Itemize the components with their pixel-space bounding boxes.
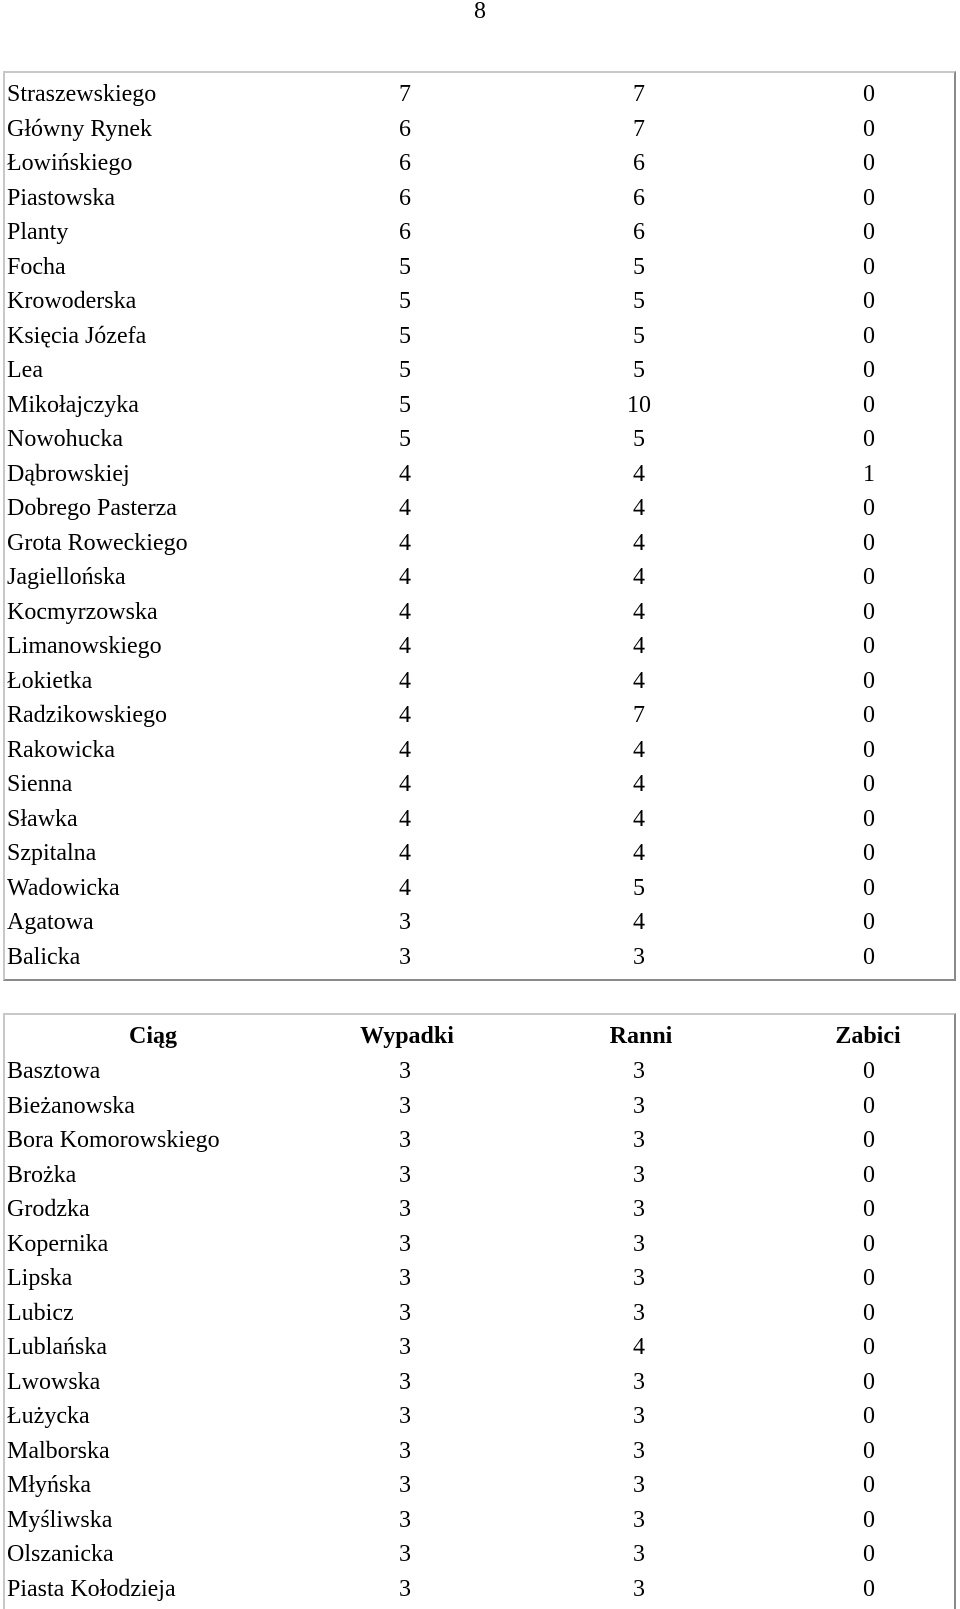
- accidents-cell: 3: [399, 1127, 411, 1153]
- killed-cell: 0: [863, 392, 875, 418]
- injured-cell: 4: [633, 840, 645, 866]
- accidents-cell: 3: [399, 909, 411, 935]
- table-row: [5, 1503, 954, 1537]
- accident-table-part-1: [3, 71, 956, 981]
- killed-cell: 0: [863, 1369, 875, 1395]
- killed-cell: 0: [863, 1300, 875, 1326]
- accidents-cell: 3: [399, 1472, 411, 1498]
- injured-cell: 4: [633, 1334, 645, 1360]
- accidents-cell: 3: [399, 1093, 411, 1119]
- accidents-cell: 5: [399, 392, 411, 418]
- table-row: [5, 871, 954, 905]
- table-row: [5, 215, 954, 250]
- injured-cell: 4: [633, 806, 645, 832]
- killed-cell: 0: [863, 909, 875, 935]
- street-name-cell: Mikołajczyka: [7, 392, 139, 418]
- street-name-cell: Rakowicka: [7, 737, 115, 763]
- table-row: [5, 491, 954, 526]
- page-number: 8: [474, 0, 486, 24]
- accidents-cell: 6: [399, 150, 411, 176]
- table-row: [5, 836, 954, 871]
- street-name-cell: Piastowska: [7, 185, 115, 211]
- killed-cell: 0: [863, 254, 875, 280]
- injured-cell: 3: [633, 1369, 645, 1395]
- table-row: [5, 1089, 954, 1123]
- table-row: [5, 112, 954, 146]
- accidents-cell: 4: [399, 771, 411, 797]
- accidents-cell: 4: [399, 840, 411, 866]
- killed-cell: 0: [863, 806, 875, 832]
- killed-cell: 0: [863, 875, 875, 901]
- injured-cell: 3: [633, 1507, 645, 1533]
- killed-cell: 0: [863, 1472, 875, 1498]
- table-row: [5, 940, 954, 974]
- street-name-cell: Myśliwska: [7, 1507, 113, 1533]
- killed-cell: 1: [863, 461, 875, 487]
- accidents-cell: 5: [399, 288, 411, 314]
- injured-cell: 4: [633, 633, 645, 659]
- injured-cell: 5: [633, 357, 645, 383]
- street-name-cell: Kopernika: [7, 1231, 109, 1257]
- table-row: [5, 1468, 954, 1503]
- injured-cell: 4: [633, 495, 645, 521]
- accidents-cell: 3: [399, 1403, 411, 1429]
- accidents-cell: 3: [399, 1196, 411, 1222]
- table-row: [5, 698, 954, 733]
- accidents-cell: 3: [399, 944, 411, 970]
- accidents-cell: 5: [399, 426, 411, 452]
- accidents-cell: 4: [399, 737, 411, 763]
- injured-cell: 5: [633, 323, 645, 349]
- table-row: [5, 595, 954, 629]
- killed-cell: 0: [863, 1576, 875, 1602]
- accidents-cell: 3: [399, 1507, 411, 1533]
- accidents-cell: 3: [399, 1231, 411, 1257]
- accidents-cell: 5: [399, 323, 411, 349]
- killed-cell: 0: [863, 1403, 875, 1429]
- injured-cell: 10: [627, 392, 651, 418]
- street-name-cell: Łokietka: [7, 668, 93, 694]
- killed-cell: 0: [863, 1127, 875, 1153]
- killed-cell: 0: [863, 1058, 875, 1084]
- table-row: [5, 1158, 954, 1192]
- table-row: [5, 1365, 954, 1399]
- table-row: [5, 422, 954, 457]
- street-name-cell: Łużycka: [7, 1403, 90, 1429]
- table-row: [5, 767, 954, 802]
- killed-cell: 0: [863, 288, 875, 314]
- accidents-cell: 3: [399, 1576, 411, 1602]
- table-row: [5, 284, 954, 319]
- accidents-cell: 3: [399, 1058, 411, 1084]
- accidents-cell: 6: [399, 219, 411, 245]
- killed-cell: 0: [863, 633, 875, 659]
- accidents-cell: 5: [399, 357, 411, 383]
- injured-cell: 3: [633, 1472, 645, 1498]
- street-name-cell: Nowohucka: [7, 426, 123, 452]
- injured-cell: 4: [633, 737, 645, 763]
- street-name-cell: Lubicz: [7, 1300, 74, 1326]
- accidents-cell: 4: [399, 668, 411, 694]
- street-name-cell: Łowińskiego: [7, 150, 133, 176]
- street-name-cell: Lublańska: [7, 1334, 107, 1360]
- accidents-cell: 4: [399, 599, 411, 625]
- street-name-cell: Krowoderska: [7, 288, 137, 314]
- injured-cell: 3: [633, 1576, 645, 1602]
- accidents-cell: 3: [399, 1300, 411, 1326]
- accidents-cell: 3: [399, 1162, 411, 1188]
- table-row: [5, 733, 954, 767]
- injured-cell: 7: [633, 702, 645, 728]
- accidents-cell: 5: [399, 254, 411, 280]
- street-name-cell: Lea: [7, 357, 43, 383]
- killed-cell: 0: [863, 116, 875, 142]
- injured-cell: 4: [633, 909, 645, 935]
- table-row: [5, 353, 954, 388]
- table-row: [5, 1192, 954, 1227]
- injured-cell: 7: [633, 81, 645, 107]
- street-name-cell: Olszanicka: [7, 1541, 114, 1567]
- accidents-cell: 4: [399, 530, 411, 556]
- killed-cell: 0: [863, 1334, 875, 1360]
- killed-cell: 0: [863, 530, 875, 556]
- killed-cell: 0: [863, 737, 875, 763]
- killed-cell: 0: [863, 426, 875, 452]
- street-name-cell: Grota Roweckiego: [7, 530, 188, 556]
- street-name-cell: Młyńska: [7, 1472, 91, 1498]
- street-name-cell: Limanowskiego: [7, 633, 162, 659]
- street-name-cell: Wadowicka: [7, 875, 120, 901]
- table-row: [5, 1330, 954, 1365]
- killed-cell: 0: [863, 1231, 875, 1257]
- header-street: Ciąg: [129, 1023, 177, 1049]
- accidents-cell: 4: [399, 564, 411, 590]
- accidents-cell: 4: [399, 633, 411, 659]
- accident-table-part-2: [3, 1013, 956, 1609]
- table-row: [5, 457, 954, 491]
- table-row: [5, 1261, 954, 1296]
- injured-cell: 5: [633, 426, 645, 452]
- accidents-cell: 6: [399, 185, 411, 211]
- killed-cell: 0: [863, 1093, 875, 1119]
- killed-cell: 0: [863, 323, 875, 349]
- table-row: [5, 319, 954, 353]
- table-row: [5, 1399, 954, 1434]
- street-name-cell: Jagiellońska: [7, 564, 126, 590]
- table-row: [5, 1572, 954, 1606]
- killed-cell: 0: [863, 81, 875, 107]
- street-name-cell: Balicka: [7, 944, 81, 970]
- killed-cell: 0: [863, 840, 875, 866]
- accidents-cell: 4: [399, 875, 411, 901]
- killed-cell: 0: [863, 185, 875, 211]
- injured-cell: 5: [633, 254, 645, 280]
- injured-cell: 3: [633, 1265, 645, 1291]
- table-row: [5, 664, 954, 698]
- street-name-cell: Piasta Kołodzieja: [7, 1576, 176, 1602]
- accidents-cell: 3: [399, 1334, 411, 1360]
- accidents-cell: 4: [399, 806, 411, 832]
- street-name-cell: Sienna: [7, 771, 73, 797]
- accidents-cell: 4: [399, 702, 411, 728]
- accidents-cell: 3: [399, 1265, 411, 1291]
- table-row: [5, 388, 954, 422]
- header-accidents: Wypadki: [360, 1023, 454, 1049]
- killed-cell: 0: [863, 150, 875, 176]
- killed-cell: 0: [863, 944, 875, 970]
- header-injured: Ranni: [609, 1023, 673, 1049]
- killed-cell: 0: [863, 702, 875, 728]
- table-row: [5, 146, 954, 181]
- street-name-cell: Agatowa: [7, 909, 94, 935]
- street-name-cell: Bora Komorowskiego: [7, 1127, 220, 1153]
- killed-cell: 0: [863, 564, 875, 590]
- accidents-cell: 3: [399, 1541, 411, 1567]
- table-row: [5, 1227, 954, 1261]
- table-row: [5, 1296, 954, 1330]
- killed-cell: 0: [863, 495, 875, 521]
- table-row: [5, 1434, 954, 1468]
- table-row: [5, 181, 954, 215]
- injured-cell: 4: [633, 530, 645, 556]
- injured-cell: 4: [633, 771, 645, 797]
- table-row: [5, 77, 954, 112]
- street-name-cell: Dąbrowskiej: [7, 461, 130, 487]
- injured-cell: 3: [633, 1438, 645, 1464]
- injured-cell: 3: [633, 1127, 645, 1153]
- street-name-cell: Grodzka: [7, 1196, 90, 1222]
- accidents-cell: 3: [399, 1369, 411, 1395]
- accidents-cell: 6: [399, 116, 411, 142]
- killed-cell: 0: [863, 357, 875, 383]
- injured-cell: 6: [633, 150, 645, 176]
- killed-cell: 0: [863, 1541, 875, 1567]
- accidents-cell: 7: [399, 81, 411, 107]
- table-header-row: [5, 1019, 954, 1054]
- street-name-cell: Planty: [7, 219, 69, 245]
- street-name-cell: Lipska: [7, 1265, 73, 1291]
- street-name-cell: Szpitalna: [7, 840, 97, 866]
- street-name-cell: Księcia Józefa: [7, 323, 147, 349]
- table-row: [5, 526, 954, 560]
- injured-cell: 3: [633, 1541, 645, 1567]
- injured-cell: 7: [633, 116, 645, 142]
- street-name-cell: Lwowska: [7, 1369, 101, 1395]
- injured-cell: 3: [633, 1196, 645, 1222]
- table-row: [5, 560, 954, 595]
- street-name-cell: Kocmyrzowska: [7, 599, 158, 625]
- street-name-cell: Bieżanowska: [7, 1093, 135, 1119]
- killed-cell: 0: [863, 1196, 875, 1222]
- street-name-cell: Radzikowskiego: [7, 702, 167, 728]
- killed-cell: 0: [863, 668, 875, 694]
- accidents-cell: 3: [399, 1438, 411, 1464]
- street-name-cell: Dobrego Pasterza: [7, 495, 177, 521]
- table-row: [5, 905, 954, 940]
- injured-cell: 5: [633, 875, 645, 901]
- table-row: [5, 1123, 954, 1158]
- killed-cell: 0: [863, 599, 875, 625]
- injured-cell: 3: [633, 1162, 645, 1188]
- injured-cell: 3: [633, 1058, 645, 1084]
- injured-cell: 5: [633, 288, 645, 314]
- injured-cell: 4: [633, 564, 645, 590]
- killed-cell: 0: [863, 1438, 875, 1464]
- injured-cell: 6: [633, 185, 645, 211]
- table-row: [5, 250, 954, 284]
- killed-cell: 0: [863, 771, 875, 797]
- injured-cell: 3: [633, 1231, 645, 1257]
- street-name-cell: Główny Rynek: [7, 116, 153, 142]
- table-row: [5, 1054, 954, 1089]
- injured-cell: 6: [633, 219, 645, 245]
- street-name-cell: Malborska: [7, 1438, 110, 1464]
- killed-cell: 0: [863, 1162, 875, 1188]
- injured-cell: 4: [633, 668, 645, 694]
- header-killed: Zabici: [835, 1023, 901, 1049]
- table-row: [5, 1537, 954, 1572]
- accidents-cell: 4: [399, 461, 411, 487]
- accidents-cell: 4: [399, 495, 411, 521]
- killed-cell: 0: [863, 1507, 875, 1533]
- street-name-cell: Sławka: [7, 806, 78, 832]
- street-name-cell: Straszewskiego: [7, 81, 157, 107]
- street-name-cell: Brożka: [7, 1162, 77, 1188]
- injured-cell: 3: [633, 1093, 645, 1119]
- injured-cell: 4: [633, 599, 645, 625]
- injured-cell: 3: [633, 944, 645, 970]
- table-row: [5, 629, 954, 664]
- killed-cell: 0: [863, 1265, 875, 1291]
- injured-cell: 3: [633, 1300, 645, 1326]
- street-name-cell: Focha: [7, 254, 66, 280]
- injured-cell: 3: [633, 1403, 645, 1429]
- street-name-cell: Basztowa: [7, 1058, 101, 1084]
- killed-cell: 0: [863, 219, 875, 245]
- table-row: [5, 802, 954, 836]
- injured-cell: 4: [633, 461, 645, 487]
